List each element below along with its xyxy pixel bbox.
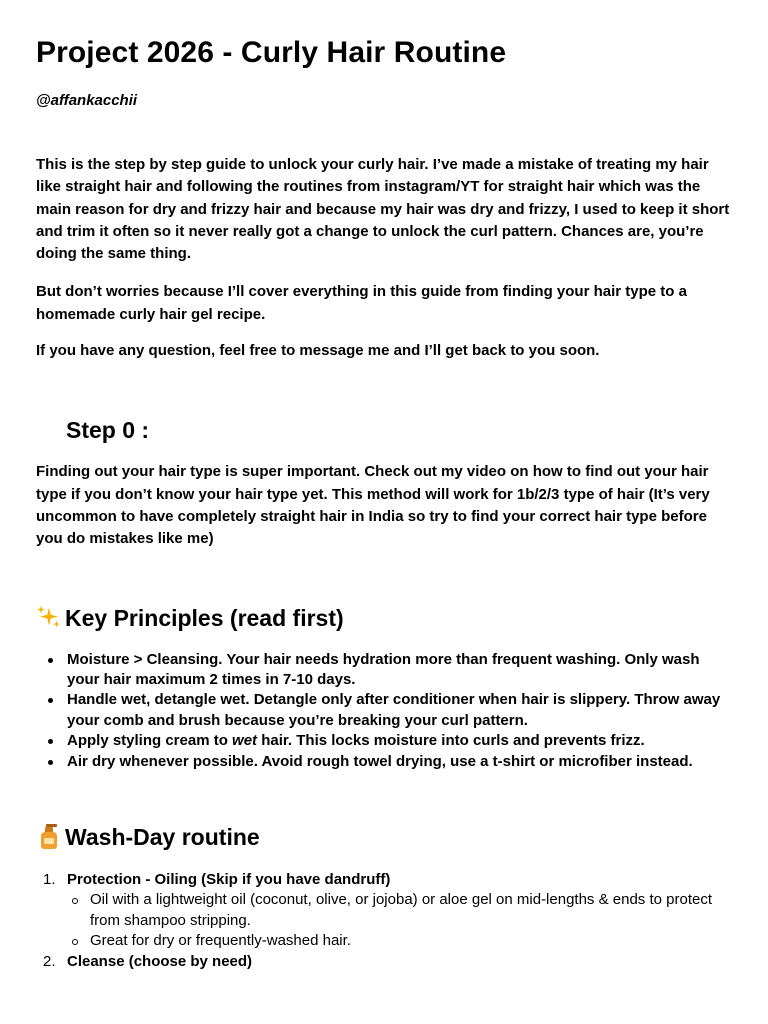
list-item [36,752,732,772]
bullet-icon [48,658,53,663]
sub-list [67,890,732,951]
wash-day-heading-text: Wash-Day routine [65,824,260,850]
list-item [36,690,732,731]
principles-heading-text: Key Principles (read first) [65,604,344,631]
wash-day-steps [36,870,732,972]
list-item-text-before: Apply styling cream to [67,732,233,750]
sub-list-item-text: Great for dry or frequently-washed hair. [90,932,351,950]
list-item [36,650,732,691]
list-item-text: Handle wet, detangle wet. Detangle only after conditioner when hair is slippery. Throw away your comb and brush because you’re breaking your curl pattern. [67,691,721,729]
bullet-icon [48,698,53,703]
step0-heading: Step 0 : [66,417,150,444]
step0-paragraph: Finding out your hair type is super important. Check out my video on how to find out your hair type if you don’t know your hair type yet. This method will work for 1b/2/3 type of hair (It’s very uncommon to have completely straight hair in India so try to find your correct hair type before you do mistakes like me) [36,463,710,548]
principles-list [36,650,732,772]
circle-bullet-icon [72,939,78,945]
sub-list-item [67,931,732,951]
page-title: Project 2026 - Curly Hair Routine [36,36,507,69]
circle-bullet-icon [72,898,78,904]
intro-paragraph-2: But don’t worries because I’ll cover everything in this guide from finding your hair type to a homemade curly hair gel recipe. [36,283,687,323]
step-title: Protection - Oiling (Skip if you have dandruff) [67,871,391,888]
principles-heading [36,604,732,632]
sub-list-item-text: Oil with a lightweight oil (coconut, olive, or jojoba) or aloe gel on mid-lengths & ends to protect from shampoo stripping. [90,891,712,929]
list-item-text: Moisture > Cleansing. Your hair needs hydration more than frequent washing. Only wash your hair maximum 2 times in 7-10 days. [67,650,700,688]
sub-list-item [67,890,732,931]
list-item-text-after: hair. This locks moisture into curls and prevents frizz. [257,732,645,750]
sparkles-icon [36,605,62,631]
intro-paragraph-1: This is the step by step guide to unlock your curly hair. I’ve made a mistake of treating my hair like straight hair and following the routines from instagram/YT for straight hair which was the main reason for dry and frizzy hair and because my hair was dry and frizzy, I used to keep it short and trim it often so it never really got a change to unlock the curl pattern. Chances are, you’re doing the same thing. [36,156,730,263]
bullet-icon [48,739,53,744]
author-handle: @affankacchii [36,92,138,109]
bullet-icon [48,760,53,765]
step-number: 1. [43,871,56,888]
list-item [36,870,732,952]
step-title: Cleanse (choose by need) [67,952,253,970]
list-item-text: Air dry whenever possible. Avoid rough towel drying, use a t-shirt or microfiber instead. [67,752,693,770]
intro-paragraph-3: If you have any question, feel free to message me and I’ll get back to you soon. [36,342,600,360]
step-number: 2. [43,952,56,970]
list-item [36,731,732,751]
lotion-bottle-icon [36,824,62,850]
list-item [36,952,732,972]
wash-day-heading [36,823,732,851]
list-item-emphasis: wet [232,732,258,750]
